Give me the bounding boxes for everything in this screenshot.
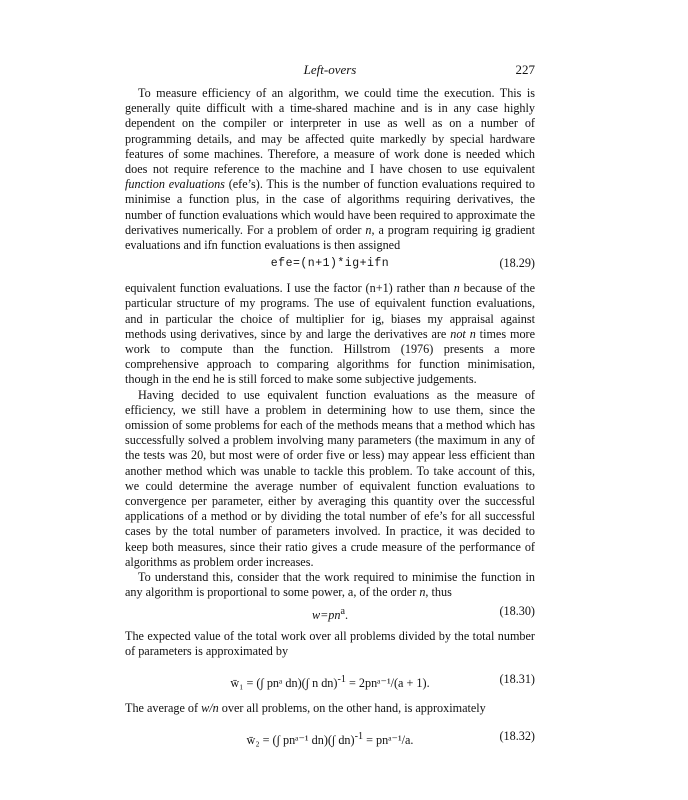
paragraph: The average of w/n over all problems, on the other hand, is approximately	[125, 700, 486, 715]
equation-expression: $w=pn^a$.	[311, 605, 349, 622]
equation-18-30	[125, 604, 535, 626]
running-title: Left-overs	[303, 62, 357, 77]
paragraph: equivalent function evaluations. I use the factor (n+1) rather than n because of the particular structure of my programs. The use of equivalent function evaluations, and in particular the choice of multiplier for ig, biases my appraisal against methods using derivatives, since by and large the derivatives are not n times more work to compute than the function. Hillstrom (1976) presents a more comprehensive approach to comparing algorithms for function minimisation, though in the end he is still forced to make some subjective judgements.	[125, 281, 536, 387]
paragraph: To understand this, consider that the work required to minimise the function in any algorithm is proportional to some power, a, of the order n, thus	[125, 570, 535, 600]
page-number: 227	[515, 62, 535, 77]
paragraph: The expected value of the total work over all problems divided by the total number of parameters is approximated by	[125, 628, 535, 658]
equation-18-31	[125, 662, 535, 698]
paragraph: To measure efficiency of an algorithm, we could time the execution. This is generally quite difficult with a time-shared machine and is in any case highly dependent on the compiler or interpreter in use as well as on a number of programming details, and may be affected quite markedly by special hardware features of some machines. Therefore, a measure of work done is needed which does not require reference to the machine and I have chosen to use equivalent function evaluations (efe’s). This is the number of function evaluations required to minimise a function plus, in the case of algorithms requiring derivatives, the number of function evaluations which would have been required to approximate the derivatives numerically. For a problem of order n, a program requiring ig gradient evaluations and ifn function evaluations is then assigned	[125, 86, 535, 253]
paragraph: Having decided to use equivalent function evaluations as the measure of efficiency, we still have a problem in determining how to use them, since the omission of some problems for each of the methods means that a method which has successfully solved a problem involving many parameters (the maximum in any of the tests was 20, but most were of order five or less) may appear less efficient than another method which was unable to tackle this problem. To take account of this, we could determine the average number of equivalent function evaluations to convergence per parameter, either by averaging this quantity over the successful applications of a method or by dividing the total number of efe’s for all successful cases by the total number of parameters involved. In practice, it was decided to keep both measures, since their ratio gives a crude measure of the performance of algorithms as problem order increases.	[125, 387, 535, 569]
equation-number: (18.32)	[499, 729, 535, 744]
equation-expression: w̄₂ = (∫ pnᵃ⁻¹ dn)(∫ dn)$^{-1}$ = pnᵃ⁻¹/a.	[246, 731, 414, 748]
equation-number: (18.29)	[499, 256, 535, 271]
running-header	[125, 62, 535, 82]
equation-number: (18.31)	[499, 671, 535, 686]
equation-expression: w̄₁ = (∫ pnᵃ dn)(∫ n dn)$^{-1}$ = 2pnᵃ⁻¹/(a + 1).	[230, 673, 430, 690]
equation-expression: efe=(n+1)*ig+ifn	[270, 257, 390, 271]
equation-18-29	[125, 256, 535, 278]
equation-18-32	[125, 719, 535, 755]
body-text	[125, 86, 535, 758]
equation-number: (18.30)	[499, 603, 535, 618]
